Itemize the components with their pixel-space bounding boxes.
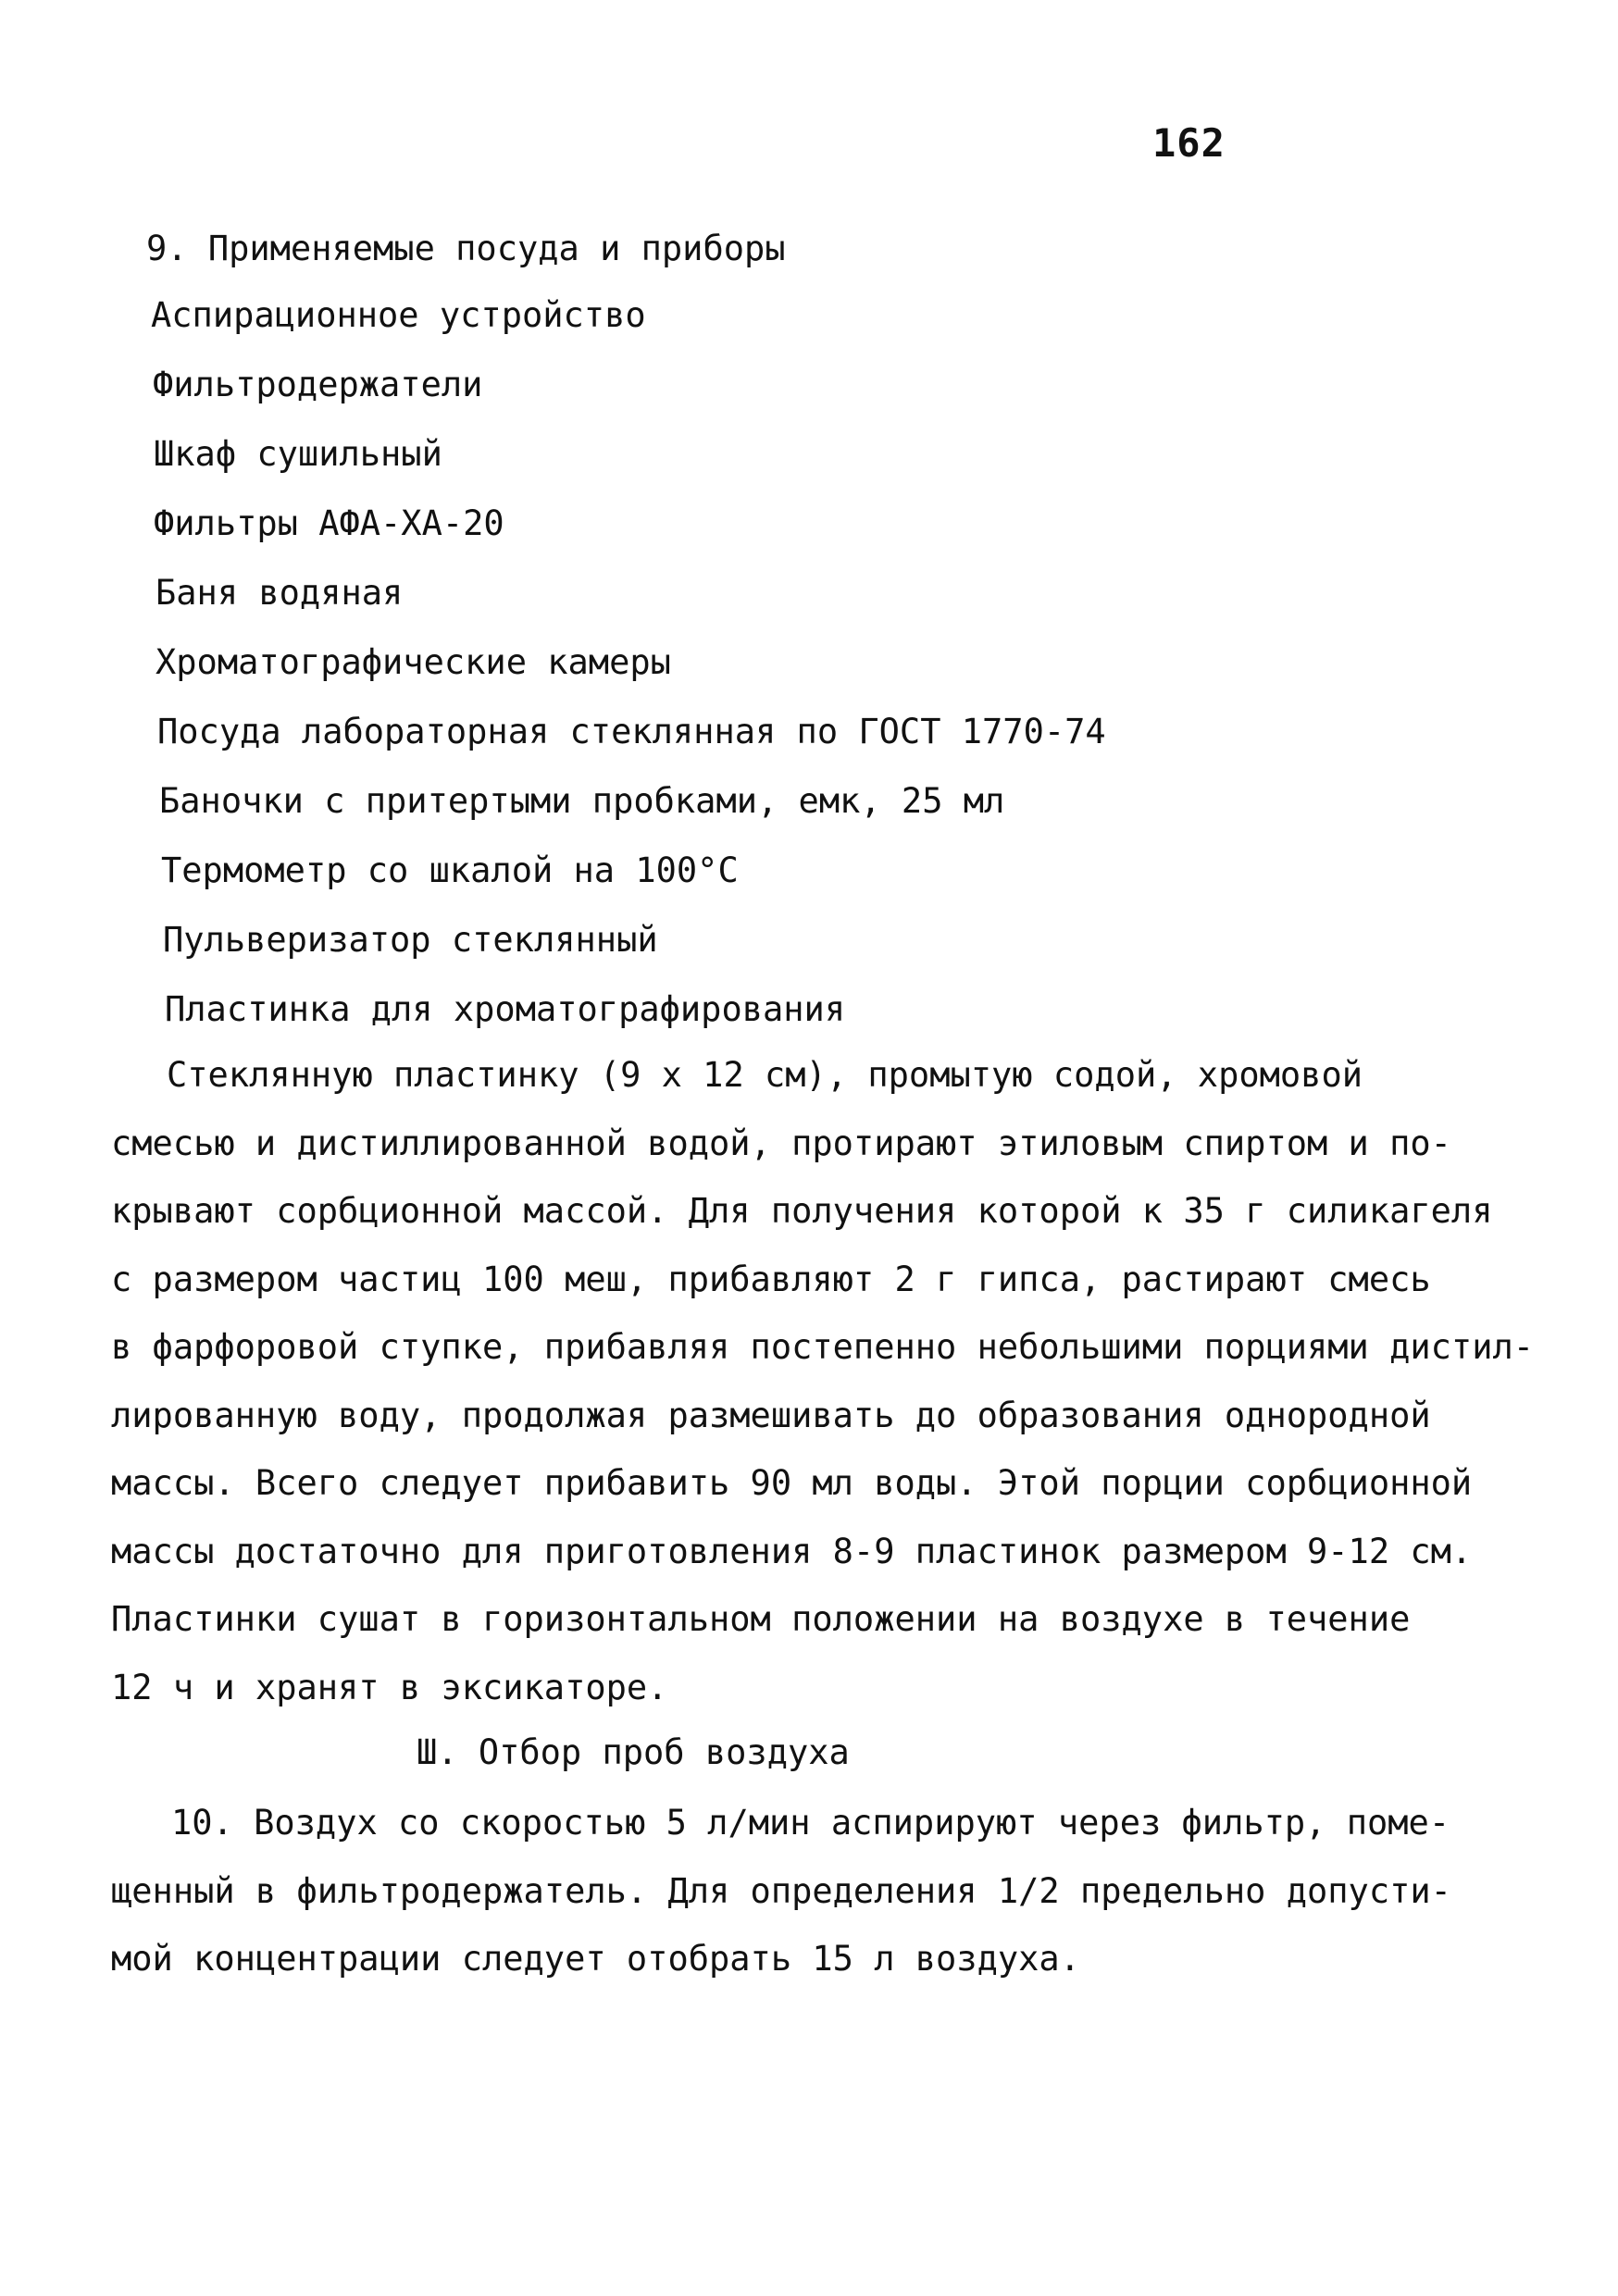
equipment-item: Пластинка для хроматографирования (165, 989, 846, 1029)
paragraph-line: в фарфоровой ступке, прибавляя постепенно небольшими порциями дистил- (111, 1327, 1535, 1367)
section-9-heading: 9. Применяемые посуда и приборы (146, 229, 786, 268)
equipment-item: Баночки с притертыми пробками, емк, 25 мл (159, 781, 1005, 821)
paragraph-line: щенный в фильтродержатель. Для определения 1/2 предельно допусти- (111, 1870, 1451, 1911)
plate-preparation-paragraph (111, 1041, 1534, 1721)
equipment-item: Термометр со шкалой на 100°C (161, 850, 739, 890)
paragraph-line: массы. Всего следует прибавить 90 мл воды. Этой порции сорбционной (111, 1463, 1473, 1503)
equipment-item: Аспирационное устройство (151, 295, 646, 335)
air-sampling-paragraph (111, 1789, 1451, 1993)
paragraph-line: лированную воду, продолжая размешивать до образования однородной (111, 1395, 1431, 1435)
paragraph-line: смесью и дистиллированной водой, протирают этиловым спиртом и по- (111, 1123, 1451, 1163)
equipment-item: Фильтры АФА-ХА-20 (154, 503, 504, 543)
paragraph-line: с размером частиц 100 меш, прибавляют 2 г гипса, растирают смесь (111, 1259, 1431, 1299)
equipment-item: Посуда лабораторная стеклянная по ГОСТ 1770-74 (157, 712, 1106, 751)
section-3-heading: Ш. Отбор проб воздуха (417, 1732, 850, 1772)
paragraph-line: мой концентрации следует отобрать 15 л воздуха. (111, 1939, 1080, 1979)
paragraph-line: массы достаточно для приготовления 8-9 пластинок размером 9-12 см. (111, 1531, 1473, 1571)
paragraph-line: Пластинки сушат в горизонтальном положении на воздухе в течение (111, 1599, 1411, 1639)
paragraph-line: 10. Воздух со скоростью 5 л/мин аспирируют через фильтр, поме- (171, 1803, 1450, 1843)
equipment-item: Баня водяная (156, 573, 404, 613)
equipment-item: Хроматографические камеры (156, 642, 671, 682)
equipment-item: Фильтродержатели (153, 365, 483, 404)
paragraph-line: крывают сорбционной массой. Для получения которой к 35 г силикагеля (111, 1191, 1493, 1231)
equipment-item: Шкаф сушильный (154, 434, 442, 474)
page-number: 162 (1152, 120, 1226, 166)
paragraph-line: Стеклянную пластинку (9 х 12 см), промытую содой, хромовой (167, 1055, 1363, 1095)
equipment-item: Пульверизатор стеклянный (163, 920, 658, 960)
paragraph-line: 12 ч и хранят в эксикаторе. (111, 1667, 668, 1707)
